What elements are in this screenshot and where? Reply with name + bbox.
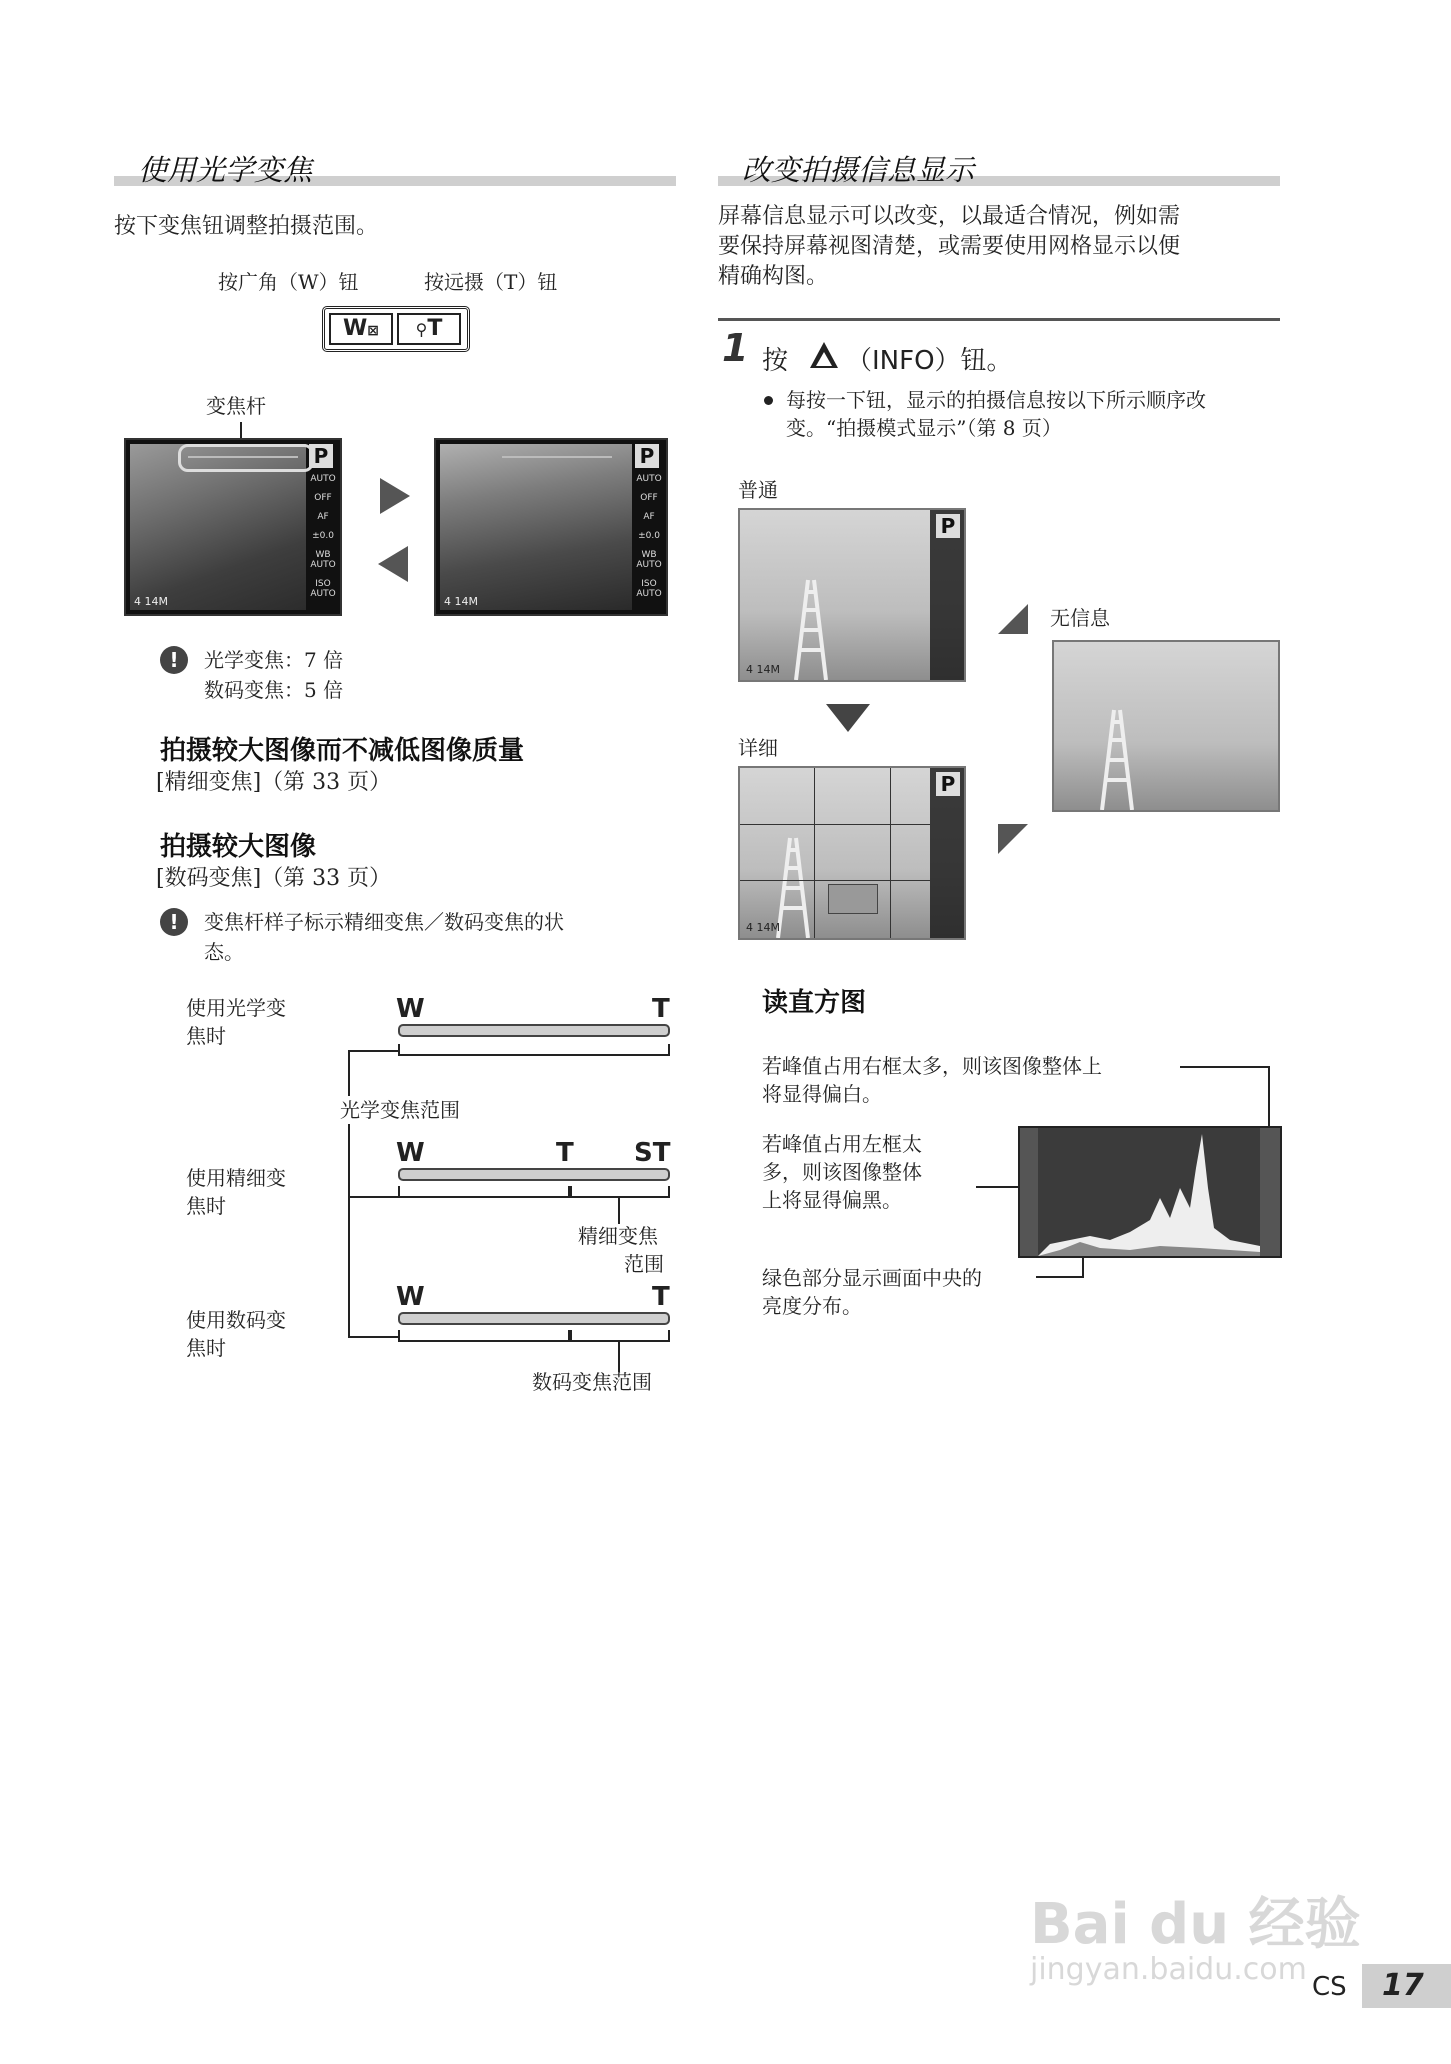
white-balance-icon-tele: WB AUTO bbox=[636, 550, 662, 570]
digital-zoom-spec: 数码变焦：5 倍 bbox=[204, 678, 344, 702]
optical-mode-label-2: 焦时 bbox=[186, 1024, 226, 1048]
digital-range-bracket bbox=[570, 1330, 670, 1342]
grid-line-v2 bbox=[890, 768, 891, 938]
zoom-button-illustration bbox=[322, 306, 470, 352]
fine-mode-label-1: 使用精细变 bbox=[186, 1166, 286, 1190]
tele-button bbox=[397, 313, 461, 345]
step-number: 1 bbox=[722, 326, 749, 370]
digital-zoom-bar bbox=[398, 1312, 670, 1325]
arrow-up-right-icon bbox=[998, 604, 1028, 634]
digital-optical-bracket bbox=[398, 1330, 570, 1342]
self-timer-icon-tele: AF bbox=[643, 512, 655, 522]
normal-label: 普通 bbox=[738, 478, 778, 502]
note3-callout-h bbox=[1036, 1276, 1084, 1278]
digital-mode-label-1: 使用数码变 bbox=[186, 1308, 286, 1332]
shooting-mode-p: P bbox=[309, 444, 333, 468]
wide-button-label: 按广角（W）钮 bbox=[218, 270, 359, 294]
left-section-title: 使用光学变焦 bbox=[138, 153, 313, 187]
zoom-lever-indicator bbox=[178, 444, 314, 472]
histogram-graph bbox=[1018, 1126, 1282, 1258]
macro-off-icon-tele: OFF bbox=[640, 493, 658, 503]
digital-t-marker: T bbox=[652, 1282, 670, 1312]
diagram-spine bbox=[348, 1050, 350, 1336]
histogram-title: 读直方图 bbox=[762, 988, 867, 1018]
zoom-lever-label: 变焦杆 bbox=[206, 394, 266, 418]
right-intro-line2: 要保持屏幕视图清楚，或需要使用网格显示以便 bbox=[718, 234, 1181, 259]
thumbnail-grid-icon: ⊠ bbox=[367, 323, 379, 339]
bullet-line2: 变。“拍摄模式显示”（第 8 页） bbox=[786, 416, 1062, 440]
lcd-bottom-info-tele: 4 14M bbox=[444, 595, 478, 608]
digital-w-marker: W bbox=[396, 1282, 425, 1312]
step-press-text: 按 bbox=[762, 346, 789, 376]
flash-auto-icon: AUTO bbox=[310, 474, 336, 484]
note1-callout-h bbox=[1180, 1066, 1270, 1068]
hist-note1-line2: 将显得偏白。 bbox=[762, 1082, 882, 1106]
baidu-watermark-url: jingyan.baidu.com bbox=[1030, 1952, 1307, 1987]
detail-label: 详细 bbox=[738, 736, 778, 760]
white-balance-icon: WB AUTO bbox=[310, 550, 336, 570]
lcd-detail-view bbox=[738, 766, 966, 940]
grid-line-v1 bbox=[814, 768, 815, 938]
lcd-tele-view bbox=[434, 438, 668, 616]
zoom-lever-track-tele bbox=[502, 456, 612, 458]
iso-icon-tele: ISO AUTO bbox=[636, 579, 662, 599]
page-lang: CS bbox=[1312, 1972, 1347, 2002]
sub1-title: 拍摄较大图像而不减低图像质量 bbox=[160, 736, 525, 766]
optical-zoom-spec: 光学变焦：7 倍 bbox=[204, 648, 344, 672]
note-exclamation-icon-2: ! bbox=[160, 908, 188, 936]
fine-mode-label-2: 焦时 bbox=[186, 1194, 226, 1218]
right-intro-line1: 屏幕信息显示可以改变，以最适合情况，例如需 bbox=[718, 204, 1181, 229]
exposure-value-tele: ±0.0 bbox=[638, 531, 660, 541]
lifeguard-tower-normal bbox=[788, 570, 834, 680]
lcd-noinfo-view bbox=[1052, 640, 1280, 812]
zoom-lever-track bbox=[188, 456, 298, 458]
fine-optical-bracket bbox=[398, 1186, 570, 1198]
digital-connector bbox=[348, 1336, 398, 1338]
arrow-up-right-icon-2 bbox=[998, 824, 1028, 854]
note1-callout-v bbox=[1268, 1066, 1270, 1126]
grid-line-h1 bbox=[740, 824, 930, 825]
optical-connector bbox=[348, 1050, 398, 1052]
sub2-reference: [数码变焦]（第 33 页） bbox=[156, 866, 392, 891]
wide-button bbox=[329, 313, 393, 345]
optical-t-marker: T bbox=[652, 994, 670, 1024]
shooting-mode-p-normal: P bbox=[936, 514, 960, 538]
fine-range-callout bbox=[618, 1196, 620, 1224]
flash-auto-icon-tele: AUTO bbox=[636, 474, 662, 484]
fine-range-label-2: 范围 bbox=[624, 1252, 664, 1276]
note-exclamation-icon: ! bbox=[160, 646, 188, 674]
fine-t-marker: T bbox=[556, 1138, 574, 1168]
hist-note2-line1: 若峰值占用左框太 bbox=[762, 1132, 922, 1156]
arrow-down-icon bbox=[826, 704, 870, 732]
note2-line2: 态。 bbox=[204, 940, 244, 964]
self-timer-icon: AF bbox=[317, 512, 329, 522]
hist-note2-line2: 多，则该图像整体 bbox=[762, 1160, 922, 1184]
bullet-dot-icon bbox=[764, 396, 773, 405]
lcd-wide-view bbox=[124, 438, 342, 616]
sub2-title: 拍摄较大图像 bbox=[160, 832, 317, 862]
page-number: 17 bbox=[1382, 1968, 1424, 2003]
grid-line-h2 bbox=[740, 880, 930, 881]
wide-button-letter: W bbox=[342, 316, 368, 341]
hist-note3-line1: 绿色部分显示画面中央的 bbox=[762, 1266, 982, 1290]
arrow-right-icon bbox=[380, 478, 410, 514]
shooting-mode-p-detail: P bbox=[936, 772, 960, 796]
optical-range-bracket bbox=[398, 1044, 670, 1056]
optical-zoom-bar bbox=[398, 1024, 670, 1037]
note2-callout bbox=[976, 1186, 1020, 1188]
histogram-curve bbox=[1020, 1128, 1280, 1256]
fine-connector bbox=[348, 1196, 398, 1198]
exposure-value: ±0.0 bbox=[312, 531, 334, 541]
digital-mode-label-2: 焦时 bbox=[186, 1336, 226, 1360]
lcd-bottom-info: 4 14M bbox=[134, 595, 168, 608]
digital-range-label: 数码变焦范围 bbox=[532, 1370, 652, 1394]
magnifier-icon: ⚲ bbox=[415, 320, 428, 339]
lcd-side-icons-tele bbox=[635, 444, 663, 610]
tele-button-letter: T bbox=[427, 316, 443, 341]
shooting-mode-p-tele: P bbox=[635, 444, 659, 468]
step-info-text: （INFO）钮。 bbox=[846, 346, 1013, 376]
lcd-normal-view bbox=[738, 508, 966, 682]
iso-icon: ISO AUTO bbox=[310, 579, 336, 599]
triangle-up-icon-inner bbox=[816, 352, 832, 366]
arrow-left-icon bbox=[378, 546, 408, 582]
noinfo-label: 无信息 bbox=[1050, 606, 1110, 630]
right-section-title: 改变拍摄信息显示 bbox=[742, 153, 975, 187]
sub1-reference: [精细变焦]（第 33 页） bbox=[156, 770, 392, 795]
hist-note3-line2: 亮度分布。 bbox=[762, 1294, 862, 1318]
fine-range-bracket bbox=[570, 1186, 670, 1198]
optical-mode-label-1: 使用光学变 bbox=[186, 996, 286, 1020]
lcd-side-icons bbox=[309, 444, 337, 610]
right-intro-line3: 精确构图。 bbox=[718, 264, 829, 289]
note2-line1: 变焦杆样子标示精细变焦／数码变焦的状 bbox=[204, 910, 564, 934]
lcd-detail-bottom: 4 14M bbox=[746, 921, 780, 934]
lifeguard-tower-noinfo bbox=[1094, 700, 1140, 810]
lcd-normal-bottom: 4 14M bbox=[746, 663, 780, 676]
fine-range-label-1: 精细变焦 bbox=[578, 1224, 658, 1248]
optical-w-marker: W bbox=[396, 994, 425, 1024]
optical-range-label: 光学变焦范围 bbox=[336, 1096, 464, 1124]
hist-note2-line3: 上将显得偏黑。 bbox=[762, 1188, 902, 1212]
step-divider bbox=[718, 318, 1280, 321]
mini-histogram bbox=[828, 884, 878, 914]
lcd-scene-zoomed bbox=[440, 444, 632, 610]
fine-w-marker: W bbox=[396, 1138, 425, 1168]
hist-note1-line1: 若峰值占用右框太多，则该图像整体上 bbox=[762, 1054, 1102, 1078]
fine-zoom-bar bbox=[398, 1168, 670, 1181]
baidu-watermark: Bai du 经验 bbox=[1030, 1892, 1361, 1957]
tele-button-label: 按远摄（T）钮 bbox=[424, 270, 558, 294]
fine-st-marker: ST bbox=[634, 1138, 671, 1168]
bullet-line1: 每按一下钮，显示的拍摄信息按以下所示顺序改 bbox=[786, 388, 1206, 412]
macro-off-icon: OFF bbox=[314, 493, 332, 503]
zoom-intro: 按下变焦钮调整拍摄范围。 bbox=[114, 214, 379, 239]
